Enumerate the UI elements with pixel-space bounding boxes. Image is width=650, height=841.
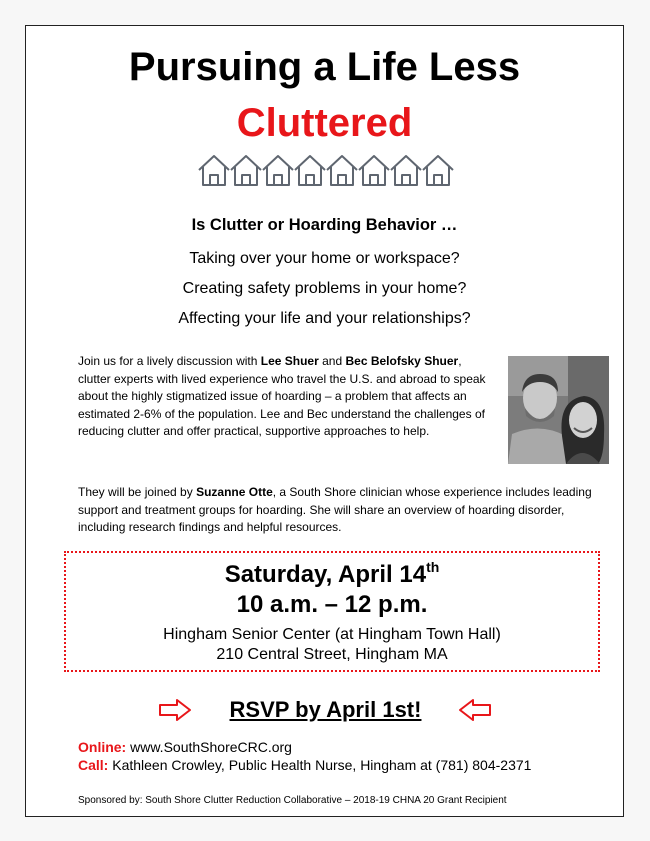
title-line-2: Cluttered	[236, 101, 413, 145]
arrow-right-icon	[158, 698, 192, 722]
question-item: Taking over your home or workspace?	[189, 250, 460, 267]
clinician-name: Suzanne Otte	[196, 485, 273, 499]
speaker-name: Lee Shuer	[260, 354, 319, 368]
event-venue: Hingham Senior Center (at Hingham Town Hall)	[163, 626, 501, 643]
house-row-icon	[198, 154, 456, 188]
house-icon	[231, 156, 261, 185]
phone-contact	[78, 757, 531, 774]
speaker-name: Bec Belofsky Shuer	[345, 354, 459, 368]
arrow-left-icon	[458, 698, 492, 722]
call-label: Call:	[78, 757, 109, 773]
rsvp-deadline: RSVP by April 1st!	[229, 697, 422, 722]
house-icon	[263, 156, 293, 185]
title-line-1: Pursuing a Life Less	[128, 45, 521, 89]
flyer-page	[25, 25, 624, 817]
question-item: Affecting your life and your relationships?	[178, 310, 471, 327]
event-details-box	[64, 551, 600, 672]
event-time: 10 a.m. – 12 p.m.	[236, 591, 428, 618]
house-icon	[423, 156, 453, 185]
house-icon	[359, 156, 389, 185]
event-address: 210 Central Street, Hingham MA	[216, 646, 448, 663]
event-date: Saturday, April 14th	[224, 559, 440, 588]
house-icon	[199, 156, 229, 185]
sponsor-line: Sponsored by: South Shore Clutter Reduction Collaborative – 2018-19 CHNA 20 Grant Recipient	[78, 795, 507, 806]
question-heading: Is Clutter or Hoarding Behavior …	[191, 216, 458, 234]
house-icon	[295, 156, 325, 185]
question-item: Creating safety problems in your home?	[182, 280, 467, 297]
website-link[interactable]: www.SouthShoreCRC.org	[130, 739, 292, 755]
intro-paragraph: Join us for a lively discussion with Lee Shuer and Bec Belofsky Shuer, clutter experts with lived experience who travel the U.S. and abroad to speak about the highly stigmatized issue of hoarding – a problem that affects an estimated 2-6% of the population. Lee and Bec understand the challenges of reducing clutter and offer practical, supportive approaches to help.	[78, 354, 486, 438]
online-label: Online:	[78, 739, 127, 755]
online-contact	[78, 739, 292, 756]
phone-contact-text: Kathleen Crowley, Public Health Nurse, Hingham at (781) 804-2371	[112, 757, 532, 773]
speakers-photo	[508, 356, 609, 464]
clinician-paragraph: They will be joined by Suzanne Otte, a South Shore clinician whose experience includes leading support and treatment groups for hoarding. She will share an overview of hoarding disorder, including research findings and helpful resources.	[78, 485, 592, 534]
house-icon	[391, 156, 421, 185]
house-icon	[327, 156, 357, 185]
